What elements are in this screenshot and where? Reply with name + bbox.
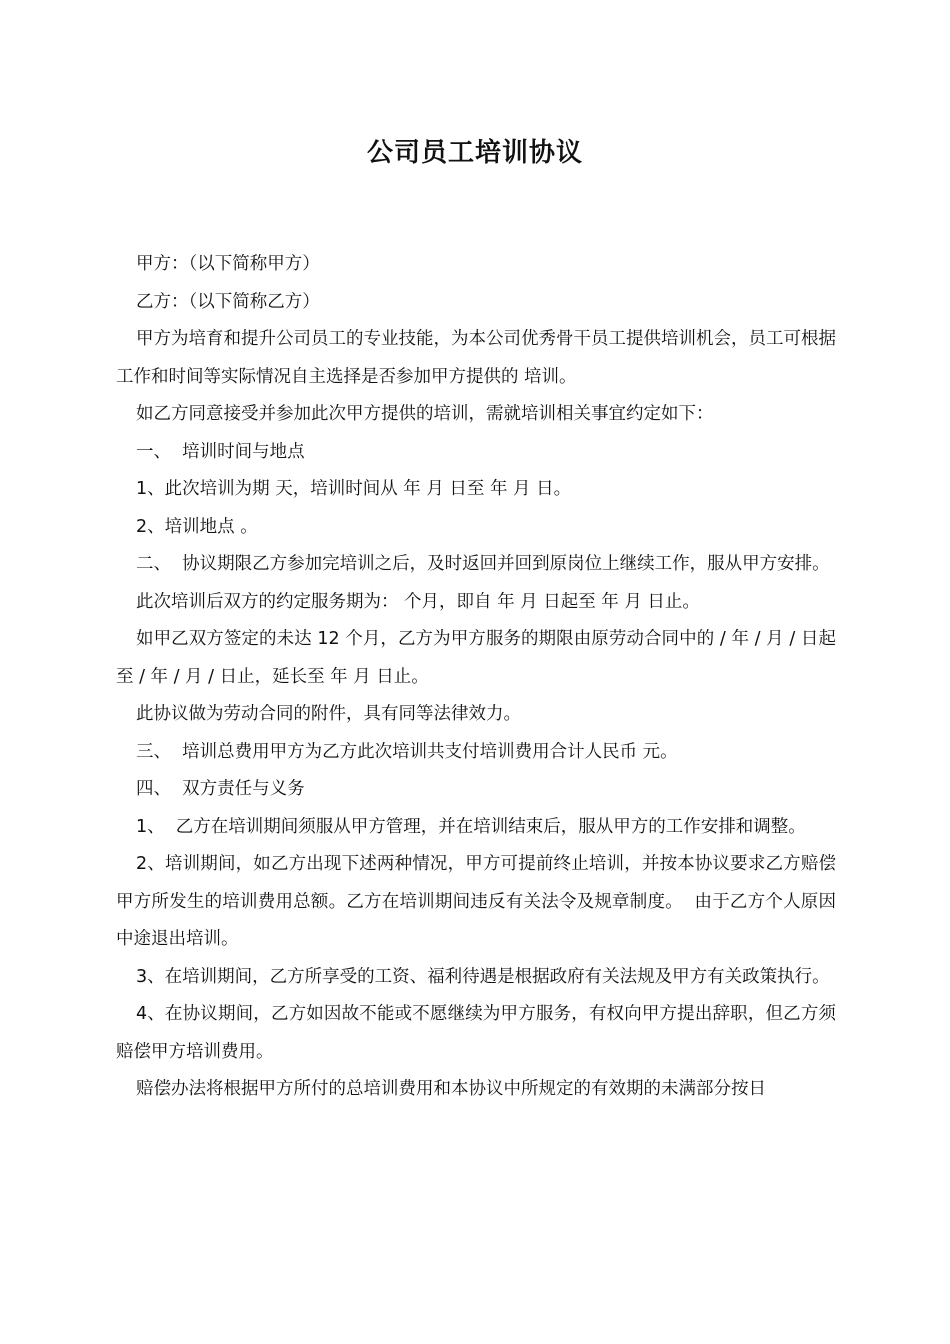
document-body xyxy=(116,246,836,1109)
paragraph-responsibility-3: 3、在培训期间，乙方所享受的工资、福利待遇是根据政府有关法规及甲方有关政策执行。 xyxy=(136,966,830,987)
section-heading-time-place: 一、 培训时间与地点 xyxy=(136,441,305,462)
section-heading-cost: 三、 培训总费用甲方为乙方此次培训共支付培训费用合计人民币 元。 xyxy=(136,741,678,762)
paragraph-training-period: 1、此次培训为期 天，培训时间从 年 月 日至 年 月 日。 xyxy=(136,479,572,499)
paragraph-responsibility-2: 2、培训期间，如乙方出现下述两种情况，甲方可提前终止培训，并按本协议要求乙方赔偿甲方所发生的培训费用总额。乙方在培训期间违反有关法令及规章制度。 由于乙方个人原因中途退出培训。 xyxy=(116,854,836,949)
paragraph-party-a: 甲方：（以下简称甲方） xyxy=(136,254,320,274)
paragraph-training-location: 2、培训地点 。 xyxy=(136,516,258,537)
section-heading-term: 二、 协议期限乙方参加完培训之后，及时返回并回到原岗位上继续工作，服从甲方安排。 xyxy=(136,554,830,574)
paragraph-responsibility-4: 4、在协议期间，乙方如因故不能或不愿继续为甲方服务，有权向甲方提出辞职，但乙方须赔偿甲方培训费用。 xyxy=(116,1004,836,1062)
paragraph-party-b: 乙方：（以下简称乙方） xyxy=(136,291,320,312)
paragraph-intro: 甲方为培育和提升公司员工的专业技能，为本公司优秀骨干员工提供培训机会，员工可根据工作和时间等实际情况自主选择是否参加甲方提供的 培训。 xyxy=(116,329,836,387)
paragraph-responsibility-1: 1、 乙方在培训期间须服从甲方管理，并在培训结束后，服从甲方的工作安排和调整。 xyxy=(136,816,806,837)
paragraph-service-period: 此次培训后双方的约定服务期为： 个月，即自 年 月 日起至 年 月 日止。 xyxy=(136,591,700,612)
document-title: 公司员工培训协议 xyxy=(366,138,583,168)
paragraph-compensation: 赔偿办法将根据甲方所付的总培训费用和本协议中所规定的有效期的未满部分按日 xyxy=(136,1079,766,1099)
paragraph-legal-effect: 此协议做为劳动合同的附件，具有同等法律效力。 xyxy=(136,704,521,724)
paragraph-extension: 如甲乙双方签定的未达 12 个月，乙方为甲方服务的期限由原劳动合同中的 / 年 / 月 / 日起至 / 年 / 月 / 日止，延长至 年 月 日止。 xyxy=(116,629,836,687)
section-heading-responsibilities: 四、 双方责任与义务 xyxy=(136,779,305,799)
paragraph-agreement-lead: 如乙方同意接受并参加此次甲方提供的培训，需就培训相关事宜约定如下： xyxy=(136,404,714,424)
